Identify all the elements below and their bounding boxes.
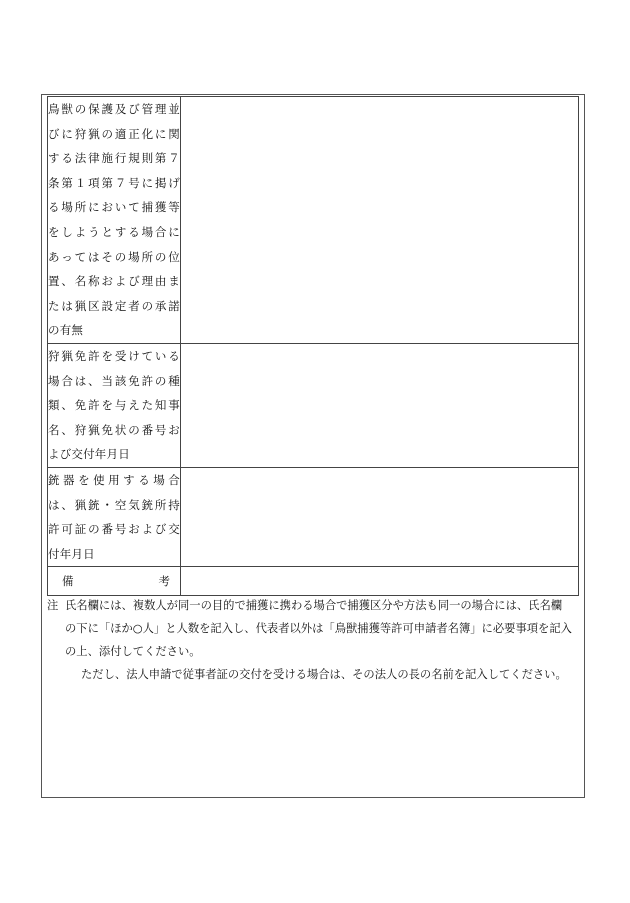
note-line-1	[47, 594, 581, 617]
label-line: 狩猟免許を受けている	[48, 348, 180, 363]
label-line: 条第１項第７号に掲げ	[48, 175, 180, 190]
label-line: 付年月日	[48, 546, 95, 561]
label-line: 場合は、当該免許の種	[48, 373, 180, 388]
label-line: の有無	[48, 323, 84, 338]
label-line: する法律施行規則第７	[48, 151, 180, 166]
value-field-remarks[interactable]	[181, 567, 579, 596]
note-line-4: ただし、法人申請で従事者証の交付を受ける場合は、その法人の長の名前を記入してください。	[81, 668, 567, 681]
row-label-firearm-permit	[48, 467, 181, 566]
table-row	[48, 467, 579, 566]
label-line: よび交付年月日	[48, 447, 130, 462]
note-line-2: の下に「ほか○人」と人数を記入し、代表者以外は「鳥獣捕獲等許可申請者名簿」に必要事項を記入	[65, 622, 572, 635]
label-line: 置、名称および理由ま	[48, 274, 180, 289]
label-line: 銃器を使用する場合	[48, 472, 180, 487]
remarks-label-left: 備	[62, 574, 74, 589]
label-line: をしようとする場合に	[48, 224, 180, 239]
label-line: たは猟区設定者の承諾	[48, 298, 180, 313]
value-field-hunting-place[interactable]	[181, 97, 579, 344]
row-label-hunting-license	[48, 343, 181, 467]
table-row	[48, 97, 579, 344]
remarks-label-right: 考	[158, 574, 170, 589]
note-line-3: の上、添付してください。	[65, 645, 201, 658]
label-line: は、猟銃・空気銃所持	[48, 497, 180, 512]
notes-section	[47, 594, 581, 686]
label-line: びに狩猟の適正化に関	[48, 126, 180, 141]
table-row	[48, 343, 579, 467]
table-row	[48, 567, 579, 596]
label-line: 鳥獣の保護及び管理並	[48, 102, 180, 116]
row-label-hunting-place	[48, 97, 181, 344]
note-text-1: 氏名欄には、複数人が同一の目的で捕獲に携わる場合で捕獲区分や方法も同一の場合には、氏名欄	[65, 599, 563, 612]
label-line: 名、狩猟免状の番号お	[48, 422, 180, 437]
value-field-firearm-permit[interactable]	[181, 467, 579, 566]
application-form-table	[47, 96, 579, 596]
note-mark: 注	[47, 599, 59, 612]
label-line: 許可証の番号および交	[48, 522, 180, 537]
label-line: あってはその場所の位	[48, 249, 180, 264]
row-label-remarks	[48, 567, 181, 596]
label-line: る場所において捕獲等	[48, 200, 180, 215]
label-line: 類、免許を与えた知事	[48, 398, 180, 413]
value-field-hunting-license[interactable]	[181, 343, 579, 467]
